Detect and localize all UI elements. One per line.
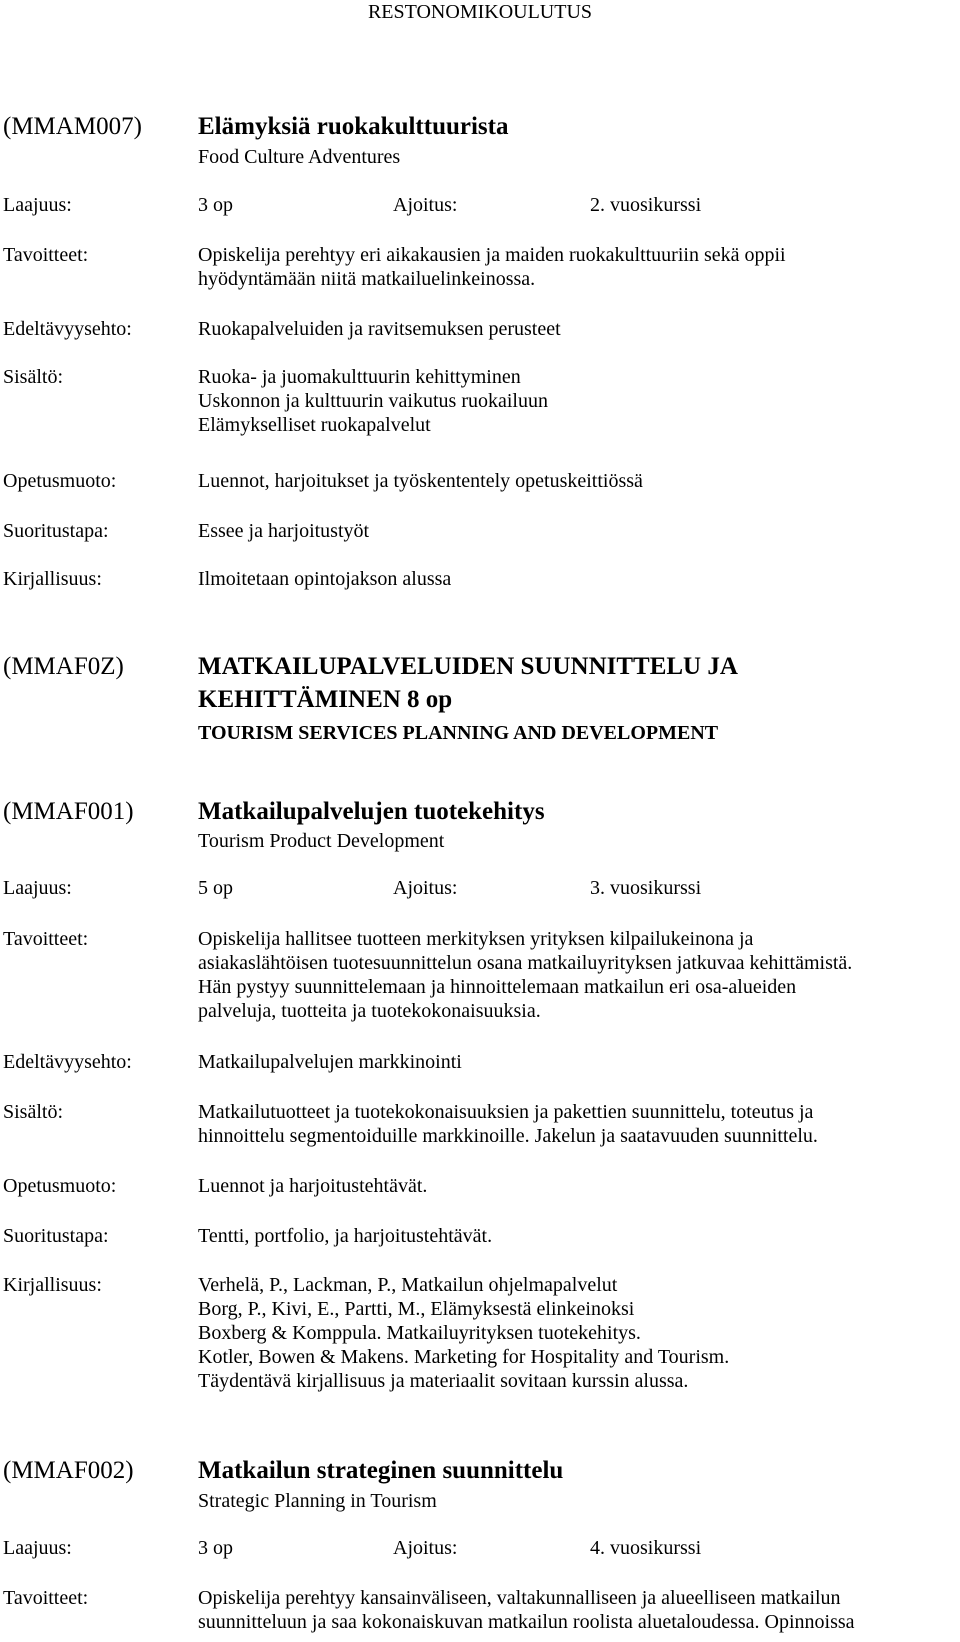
text-line: hinnoittelu segmentoiduille markkinoille. Jakelun ja saatavuuden suunnittelu. [198,1125,818,1147]
literature-item: Kotler, Bowen & Makens. Marketing for Hospitality and Tourism. [198,1346,730,1368]
text-line: Uskonnon ja kulttuurin vaikutus ruokailuun [198,390,548,412]
kirjallisuus-list [198,1273,729,1393]
opetusmuoto-label: Opetusmuoto: [3,470,117,492]
course-subtitle: Tourism Product Development [198,830,445,852]
edeltavyysehto-label: Edeltävyysehto: [3,318,132,340]
suoritustapa-value: Essee ja harjoitustyöt [198,520,370,542]
suoritustapa-label: Suoritustapa: [3,520,109,542]
ajoitus-value: 3. vuosikurssi [590,877,702,899]
text-line: Ruoka- ja juomakulttuurin kehittyminen [198,366,521,388]
kirjallisuus-label: Kirjallisuus: [3,568,102,590]
course-code: (MMAF001) [3,798,134,825]
course-title: Elämyksiä ruokakulttuurista [198,113,509,140]
module-title-line-2: KEHITTÄMINEN 8 op [198,686,453,713]
ajoitus-value: 4. vuosikurssi [590,1537,702,1559]
module-subtitle: TOURISM SERVICES PLANNING AND DEVELOPMENT [198,722,719,744]
course-subtitle: Food Culture Adventures [198,146,401,168]
ajoitus-value: 2. vuosikurssi [590,194,702,216]
laajuus-value: 3 op [198,1537,233,1559]
sisalto-text [198,1100,818,1148]
ajoitus-label: Ajoitus: [393,194,458,216]
text-line: hyödyntämään niitä matkailuelinkeinossa. [198,268,536,290]
course-title: Matkailupalvelujen tuotekehitys [198,798,545,825]
course-code: (MMAF002) [3,1457,134,1484]
laajuus-label: Laajuus: [3,877,72,899]
literature-item: Verhelä, P., Lackman, P., Matkailun ohjelmapalvelut [198,1274,618,1296]
text-line: palveluja, tuotteita ja tuotekokonaisuuksia. [198,1000,541,1022]
laajuus-label: Laajuus: [3,194,72,216]
sisalto-label: Sisältö: [3,1101,64,1123]
ajoitus-label: Ajoitus: [393,877,458,899]
opetusmuoto-value: Luennot ja harjoitustehtävät. [198,1175,428,1197]
text-line: Opiskelija perehtyy eri aikakausien ja maiden ruokakulttuuriin sekä oppii [198,244,786,266]
text-line: Opiskelija perehtyy kansainväliseen, valtakunnalliseen ja alueelliseen matkailun [198,1587,841,1609]
literature-item: Täydentävä kirjallisuus ja materiaalit sovitaan kurssin alussa. [198,1370,689,1392]
laajuus-label: Laajuus: [3,1537,72,1559]
module-title-line-1: MATKAILUPALVELUIDEN SUUNNITTELU JA [198,653,738,680]
sisalto-label: Sisältö: [3,366,64,388]
tavoitteet-label: Tavoitteet: [3,1587,89,1609]
tavoitteet-label: Tavoitteet: [3,928,89,950]
tavoitteet-text [198,243,786,291]
literature-item: Borg, P., Kivi, E., Partti, M., Elämyksestä elinkeinoksi [198,1298,635,1320]
edeltavyysehto-value: Matkailupalvelujen markkinointi [198,1051,462,1073]
tavoitteet-text [198,1586,855,1634]
edeltavyysehto-value: Ruokapalveluiden ja ravitsemuksen perusteet [198,318,561,340]
literature-item: Boxberg & Komppula. Matkailuyrityksen tuotekehitys. [198,1322,641,1344]
kirjallisuus-value: Ilmoitetaan opintojakson alussa [198,568,452,590]
module-code: (MMAF0Z) [3,653,124,680]
ajoitus-label: Ajoitus: [393,1537,458,1559]
laajuus-value: 5 op [198,877,233,899]
page-header: RESTONOMIKOULUTUS [367,1,593,23]
sisalto-text [198,365,548,437]
text-line: Opiskelija hallitsee tuotteen merkityksen yrityksen kilpailukeinona ja [198,928,754,950]
course-subtitle: Strategic Planning in Tourism [198,1490,437,1512]
opetusmuoto-value: Luennot, harjoitukset ja työskententely opetuskeittiössä [198,470,643,492]
text-line: Matkailutuotteet ja tuotekokonaisuuksien ja pakettien suunnittelu, toteutus ja [198,1101,814,1123]
tavoitteet-label: Tavoitteet: [3,244,89,266]
suoritustapa-value: Tentti, portfolio, ja harjoitustehtävät. [198,1225,493,1247]
text-line: Hän pystyy suunnittelemaan ja hinnoittelemaan matkailun eri osa-alueiden [198,976,797,998]
edeltavyysehto-label: Edeltävyysehto: [3,1051,132,1073]
kirjallisuus-label: Kirjallisuus: [3,1274,102,1296]
laajuus-value: 3 op [198,194,233,216]
course-title: Matkailun strateginen suunnittelu [198,1457,564,1484]
text-line: Elämykselliset ruokapalvelut [198,414,431,436]
text-line: asiakaslähtöisen tuotesuunnittelun osana matkailuyrityksen jatkuvaa kehittämistä. [198,952,853,974]
tavoitteet-text [198,927,852,1023]
course-code: (MMAM007) [3,113,142,140]
suoritustapa-label: Suoritustapa: [3,1225,109,1247]
text-line: suunnitteluun ja saa kokonaiskuvan matkailun roolista aluetaloudessa. Opinnoissa [198,1611,855,1633]
opetusmuoto-label: Opetusmuoto: [3,1175,117,1197]
